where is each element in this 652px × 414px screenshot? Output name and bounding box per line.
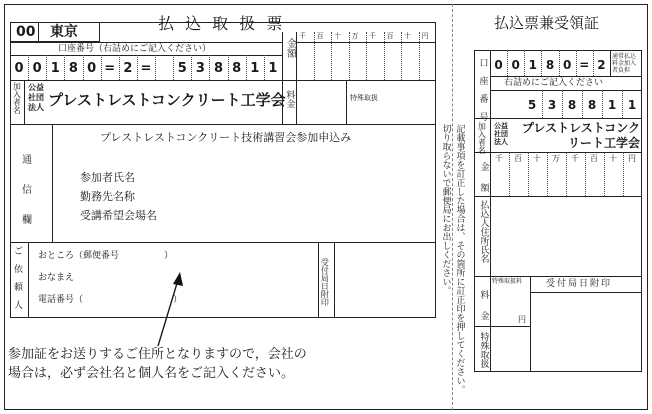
amount-divider: [419, 32, 420, 80]
digit-divider: [209, 55, 210, 80]
digit-divider: [593, 50, 594, 76]
receipt-account-digit[interactable]: 8: [567, 98, 577, 112]
receipt-amount-unit-label: 千: [495, 154, 503, 163]
receipt-fee-label: 料金: [478, 290, 489, 332]
receipt-amount-unit-label: 百: [514, 154, 522, 163]
receipt-account-digit[interactable]: 1: [627, 98, 637, 112]
company-name-field[interactable]: 勤務先名称: [80, 190, 135, 203]
subscriber-label: 加入者名: [12, 82, 22, 114]
digit-divider: [264, 55, 265, 80]
receipt-org-type-3: 法人: [494, 138, 508, 146]
office-name: 東京: [50, 24, 78, 40]
annotation-arrow-icon: [150, 270, 190, 350]
receipt-account-digit[interactable]: 1: [607, 98, 617, 112]
org-type-2: 社団: [28, 93, 44, 102]
annotation-text: 参加証をお送りするご住所となりますので，会社の場合は，必ず会社名と個人名をご記入ください。: [8, 347, 307, 381]
account-digit[interactable]: 8: [68, 61, 78, 76]
org-name: プレストレストコンクリート工学会: [48, 91, 286, 109]
digit-divider: [83, 55, 84, 80]
slip-title: 払 込 取 扱 票: [158, 14, 286, 33]
address-field[interactable]: おところ（郵便番号 ）: [38, 251, 174, 261]
amount-divider: [566, 152, 567, 196]
account-digit[interactable]: =: [140, 61, 152, 76]
account-caption: 口座番号（右詰めにご記入ください）: [58, 44, 212, 54]
receipt-account-digit[interactable]: 5: [527, 98, 537, 112]
digit-divider: [137, 55, 138, 80]
amount-divider: [366, 32, 367, 80]
receipt-special-label: 特殊取扱: [478, 332, 489, 368]
digit-divider: [191, 55, 192, 80]
stamp-label: 受付局日附印: [320, 258, 330, 306]
middle-instruction: 記載事項を訂正した場合は、その箇所に訂正印を押してください。: [454, 124, 465, 394]
requester-label-3: 頼: [14, 283, 24, 293]
digit-divider: [101, 55, 102, 80]
tear-line-center: [452, 4, 453, 410]
receipt-title: 払込票兼受領証: [494, 14, 600, 32]
special-label: 特殊取扱: [350, 94, 378, 102]
amount-divider: [384, 32, 385, 80]
amount-unit-label: 円: [421, 32, 429, 40]
amount-unit-label: 百: [316, 32, 324, 40]
account-digit[interactable]: 8: [214, 61, 224, 76]
amount-divider: [331, 32, 332, 80]
amount-unit-label: 万: [351, 32, 359, 40]
receipt-payer-label: 払込人住所氏名: [478, 200, 489, 263]
digit-divider: [622, 90, 623, 118]
receipt-account-caption: 右詰めにご記入ください: [504, 78, 604, 88]
account-digit[interactable]: 1: [268, 61, 278, 76]
side-instruction: 切り取らないで郵便局にお出しください。: [440, 124, 451, 295]
receipt-account-label: 口座番号: [477, 58, 488, 130]
participant-name-field[interactable]: 参加者氏名: [80, 171, 135, 184]
receipt-side-note: 通常払込料金加入者負担: [612, 53, 637, 74]
receipt-account-digit[interactable]: 3: [547, 98, 557, 112]
amount-unit-label: 十: [334, 32, 341, 40]
digit-divider: [46, 55, 47, 80]
receipt-amount-unit-label: 円: [628, 154, 636, 163]
receipt-account-digit[interactable]: =: [579, 58, 590, 72]
amount-divider: [604, 152, 605, 196]
account-digit[interactable]: 0: [32, 61, 42, 76]
account-digit[interactable]: 3: [195, 61, 205, 76]
digit-divider: [582, 90, 583, 118]
receipt-subscriber-label: 加入者名: [477, 122, 487, 154]
receipt-account-digit[interactable]: 8: [587, 98, 597, 112]
receipt-org-name: プレストレストコンクリート工学会: [521, 121, 640, 150]
receipt-stamp-label: 受付局日附印: [546, 279, 613, 289]
receipt-fee-caption: 特殊取扱料: [492, 278, 523, 285]
digit-divider: [524, 50, 525, 76]
account-digit[interactable]: 1: [50, 61, 60, 76]
amount-divider: [349, 32, 350, 80]
digit-divider: [28, 55, 29, 80]
amount-divider: [585, 152, 586, 196]
receipt-account-digit[interactable]: 2: [597, 58, 606, 72]
comm-title: プレストレストコンクリート技術講習会参加申込み: [100, 131, 352, 144]
amount-unit-label: 千: [369, 32, 376, 40]
name-field[interactable]: おなまえ: [38, 273, 75, 283]
org-type-3: 法人: [28, 103, 44, 112]
account-digit[interactable]: 0: [87, 61, 97, 76]
digit-divider: [228, 55, 229, 80]
amount-divider: [401, 32, 402, 80]
digit-divider: [576, 50, 577, 76]
account-digit[interactable]: 8: [232, 61, 242, 76]
account-digit[interactable]: 5: [177, 61, 187, 76]
receipt-org-type-1: 公益: [494, 122, 508, 130]
digit-divider: [155, 55, 156, 80]
digit-divider: [246, 55, 247, 80]
receipt-amount-unit-label: 十: [609, 154, 617, 163]
receipt-amount-unit-label: 十: [533, 154, 541, 163]
receipt-fee-unit: 円: [518, 315, 526, 324]
amount-divider: [528, 152, 529, 196]
receipt-amount-unit-label: 千: [571, 154, 579, 163]
digit-divider: [602, 90, 603, 118]
office-code: 00: [16, 24, 36, 40]
receipt-org-type-2: 社団: [494, 130, 508, 138]
receipt-amount-unit-label: 万: [552, 154, 560, 163]
digit-divider: [119, 55, 120, 80]
requester-label-1: ご: [14, 247, 24, 257]
amount-unit-label: 十: [404, 32, 411, 40]
receipt-account-digit[interactable]: 1: [528, 58, 538, 72]
receipt-amount-unit-label: 百: [590, 154, 598, 163]
account-digit[interactable]: =: [104, 61, 116, 76]
account-digit[interactable]: 2: [123, 61, 133, 76]
digit-divider: [541, 50, 542, 76]
requester-label-4: 人: [14, 301, 24, 311]
digit-divider: [562, 90, 563, 118]
amount-divider: [509, 152, 510, 196]
digit-divider: [507, 50, 508, 76]
comm-label-3: 欄: [22, 215, 32, 226]
amount-divider: [314, 32, 315, 80]
org-type-1: 公益: [28, 83, 44, 92]
receipt-account-digit[interactable]: 8: [545, 58, 555, 72]
phone-field[interactable]: 電話番号（ ）: [38, 295, 183, 305]
amount-divider: [547, 152, 548, 196]
amount-divider: [623, 152, 624, 196]
receipt-account-digit[interactable]: 0: [494, 58, 503, 72]
amount-unit-label: 千: [299, 32, 306, 40]
digit-divider: [173, 55, 174, 80]
comm-label-1: 通: [22, 155, 32, 166]
amount-unit-label: 百: [386, 32, 394, 40]
amount-label: 金額: [284, 38, 296, 58]
venue-field[interactable]: 受講希望会場名: [80, 209, 157, 222]
comm-label-2: 信: [22, 185, 32, 196]
fee-label: 料金: [284, 90, 295, 108]
receipt-account-digit[interactable]: 0: [511, 58, 520, 72]
receipt-account-digit[interactable]: 0: [562, 58, 572, 72]
account-digit[interactable]: 0: [14, 61, 24, 76]
receipt-amount-label: 金額: [478, 162, 489, 204]
requester-label-2: 依: [14, 265, 24, 275]
digit-divider: [64, 55, 65, 80]
account-digit[interactable]: 1: [250, 61, 260, 76]
digit-divider: [542, 90, 543, 118]
digit-divider: [559, 50, 560, 76]
